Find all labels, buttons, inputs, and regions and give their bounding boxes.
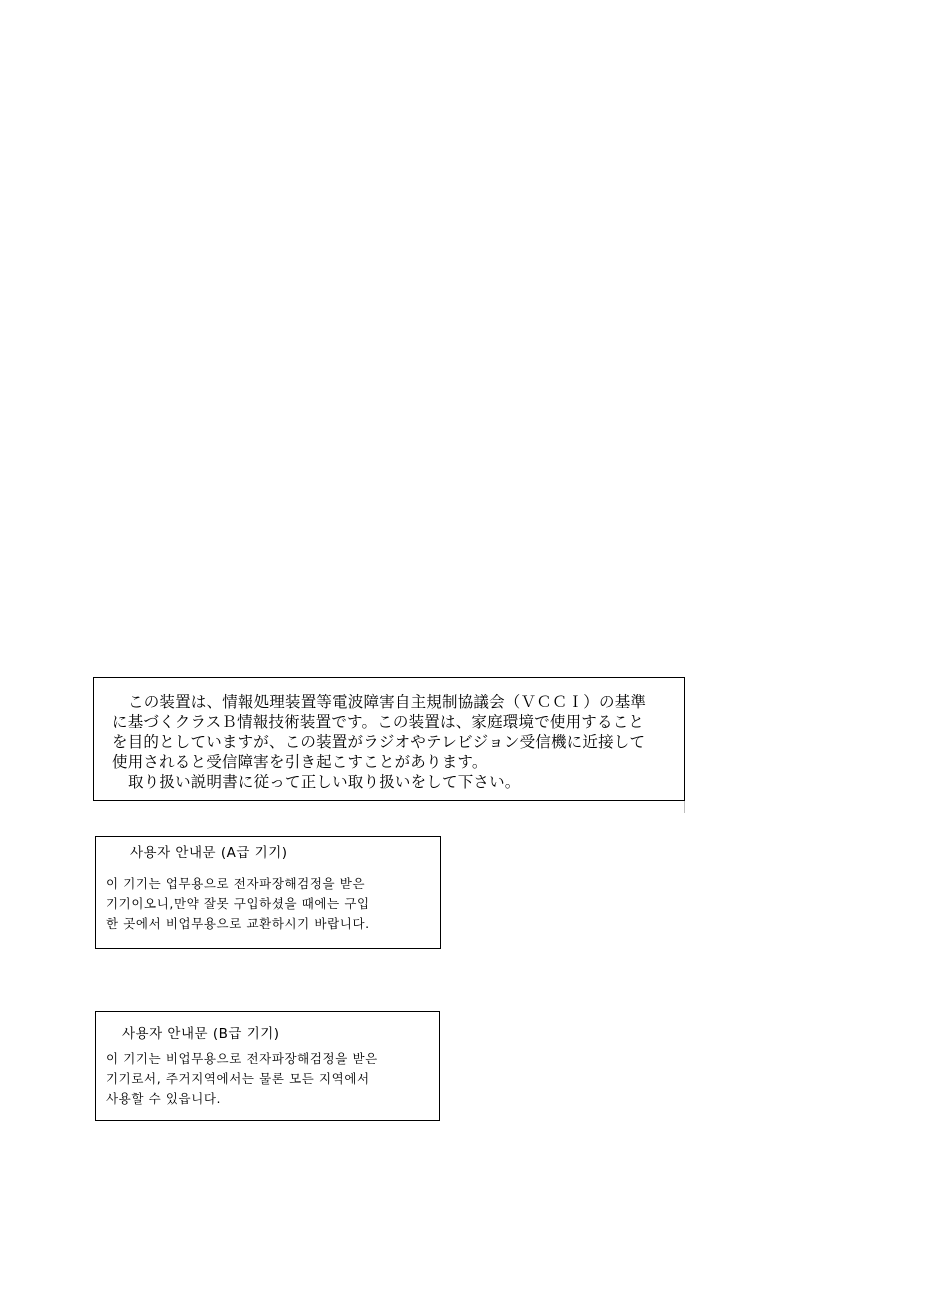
vcci-notice-line-4: 使用されると受信障害を引き起こすことがあります。 [112, 753, 488, 771]
korea-class-a-body [106, 874, 432, 934]
korea-class-b-title: 사용자 안내문 (B급 기기) [122, 1026, 280, 1042]
korea-class-a-line-2: 기기이오니,만약 잘못 구입하셨을 때에는 구입 [106, 896, 370, 911]
divider-tick [684, 801, 685, 813]
korea-class-b-line-2: 기기로서, 주거지역에서는 물론 모든 지역에서 [106, 1071, 370, 1086]
korea-class-b-notice-box [95, 1011, 440, 1121]
korea-class-a-notice-box [95, 836, 441, 949]
korea-class-a-line-1: 이 기기는 업무용으로 전자파장해검정을 받은 [106, 876, 366, 891]
korea-class-b-line-1: 이 기기는 비업무용으로 전자파장해검정을 받은 [106, 1051, 378, 1066]
vcci-notice-line-1: この装置は、情報処理装置等電波障害自主規制協議会（ＶＣＣＩ）の基準 [128, 693, 647, 711]
vcci-notice-box [93, 677, 685, 801]
vcci-notice-line-3: を目的としていますが、この装置がラジオやテレビジョン受信機に近接して [112, 733, 646, 751]
vcci-notice-line-2: に基づくクラスＢ情報技術装置です。この装置は、家庭環境で使用すること [112, 713, 645, 731]
korea-class-b-body [106, 1049, 431, 1109]
vcci-notice-line-5: 取り扱い説明書に従って正しい取り扱いをして下さい。 [128, 773, 521, 791]
korea-class-a-line-3: 한 곳에서 비업무용으로 교환하시기 바랍니다. [106, 916, 370, 931]
korea-class-a-title: 사용자 안내문 (A급 기기) [130, 845, 288, 861]
korea-class-b-line-3: 사용할 수 있읍니다. [106, 1091, 222, 1106]
